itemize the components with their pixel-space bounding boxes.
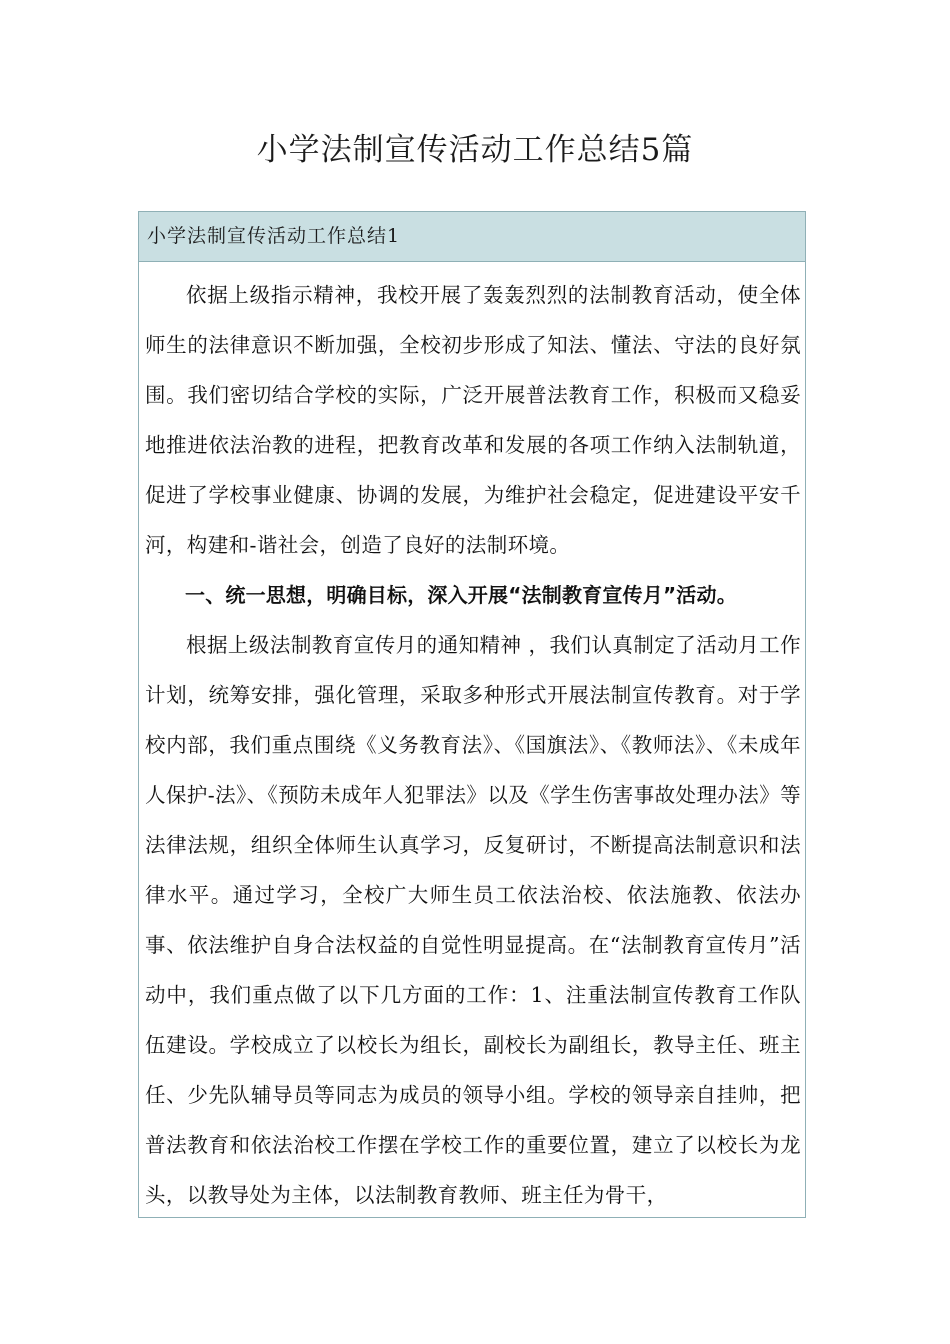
subheading-1: 一、统一思想，明确目标，深入开展“法制教育宣传月”活动。 [185, 583, 737, 607]
section-box [138, 211, 806, 1218]
paragraph-body: 根据上级法制教育宣传月的通知精神 ，我们认真制定了活动月工作计划，统筹安排，强化管理，采取多种形式开展法制宣传教育。对于学校内部，我们重点围绕《义务教育法》、《国旗法》、《教师法》、《未成年人保护-法》、《预防未成年人犯罪法》以及《学生伤害事故处理办法》等法律法规，组织全体师生认真学习，反复研讨，不断提高法制意识和法律水平。通过学习，全校广大师生员工依法治校、依法施教、依法办事、依法维护自身合法权益的自觉性明显提高。在“法制教育宣传月”活动中，我们重点做了以下几方面的工作：1、注重法制宣传教育工作队伍建设。学校成立了以校长为组长，副校长为副组长，教导主任、班主任、少先队辅导员等同志为成员的领导小组。学校的领导亲自挂帅，把普法教育和依法治校工作摆在学校工作的重要位置，建立了以校长为龙头，以教导处为主体，以法制教育教师、班主任为骨干， [145, 633, 801, 1207]
section-header: 小学法制宣传活动工作总结1 [139, 212, 805, 262]
section-body [139, 262, 805, 1220]
document-title: 小学法制宣传活动工作总结5篇 [256, 132, 694, 168]
paragraph-intro: 依据上级指示精神，我校开展了轰轰烈烈的法制教育活动，使全体师生的法律意识不断加强，全校初步形成了知法、懂法、守法的良好氛围。我们密切结合学校的实际，广泛开展普法教育工作，积极而又稳妥地推进依法治教的进程，把教育改革和发展的各项工作纳入法制轨道，促进了学校事业健康、协调的发展，为维护社会稳定，促进建设平安千河，构建和-谐社会，创造了良好的法制环境。 [145, 283, 801, 557]
